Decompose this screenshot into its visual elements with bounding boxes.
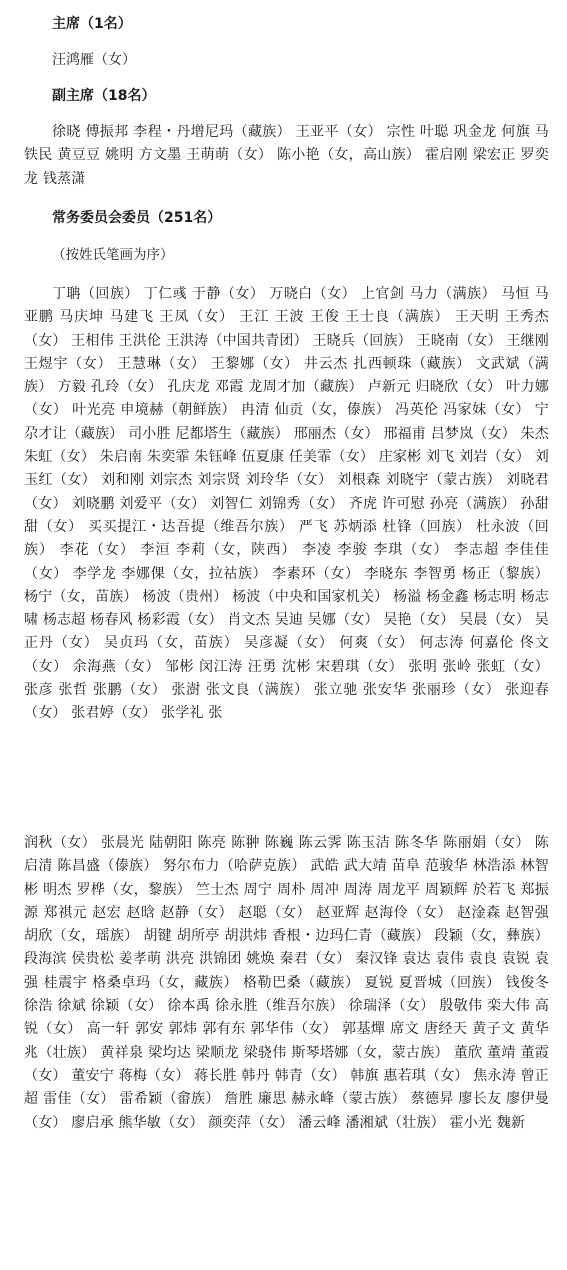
standing-committee-list-part1: 丁聃（回族） 丁仁彧 于静（女） 万晓白（女） 上官剑 马力（满族） 马恒 马亚鹏 马庆坤 马建飞 王凤（女） 王江 王波 王俊 王士良（满族） 王天明 王秀杰（女） 王相伟 王洪伦 王洪涛（中国共青团） 王晓兵（回族） 王晓南（女） 王继刚 王煜宇（女） 王慧琳（女） 王黎娜（女） 井云杰 扎西顿珠（藏族） 文武斌（满族） 方毅 孔玲（女） 孔庆龙 邓霞 龙周才加（藏族） 卢新元 归晓欣（女） 叶力娜（女） 叶光亮 申境赫（朝鲜族） 冉清 仙贡（女，傣族） 冯英伦 冯家妹（女） 宁尕才让（藏族） 司小胜 尼都塔生（藏族） 邢丽杰（女） 邢福甫 吕梦岚（女） 朱杰 朱虹（女） 朱启南 朱奕霏 朱钰峰 伍夏康 任美霏（女） 庄家彬 刘飞 刘岩（女） 刘玉红（女） 刘和刚 刘宗杰 刘宗贤 刘玲华（女） 刘根森 刘晓宇（蒙古族） 刘晓君（女） 刘晓鹏 刘爱平（女） 刘智仁 刘锦秀（女） 齐虎 许可慰 孙亮（满族） 孙甜甜（女） 买买提江・达吾提（维吾尔族） 严飞 苏炳添 杜锋（回族） 杜永波（回族） 李花（女） 李洹 李莉（女，陕西） 李凌 李骏 李琪（女） 李志超 李佳佳（女） 李学龙 李娜倮（女，拉祜族） 李素环（女） 李晓东 李智勇 杨正（黎族） 杨宁（女，苗族） 杨波（贵州） 杨波（中央和国家机关） 杨溢 杨金鑫 杨志明 杨志啸 杨志超 杨春风 杨彩霞（女） 肖文杰 吴迪 吴娜（女） 吴艳（女） 吴晨（女） 吴正丹（女） 吴贞玛（女，苗族） 吴彦凝（女） 何爽（女） 何志涛 何嘉伦 佟文（女） 余海燕（女） 邹彬 闵江涛 汪勇 沈彬 宋碧琪（女） 张明 张岭 张虹（女） 张彦 张哲 张鹏（女） 张澍 张文良（满族） 张立驰 张安华 张丽珍（女） 张迎春（女） 张君婷（女） 张学礼 张 xyxy=(24,286,549,722)
vice-chairs-list: 徐晓 傅振邦 李程・丹增尼玛（藏族） 王亚平（女） 宗性 叶聪 巩金龙 何旗 马铁民 黄豆豆 姚明 方文墨 王萌萌（女） 陈小艳（女，高山族） 霍启刚 梁宏正 罗奕龙 钱蒸潇 xyxy=(24,124,549,187)
chair-heading: 主席（1名） xyxy=(52,16,132,32)
standing-committee-list-part2: 润秋（女） 张晨光 陆朝阳 陈亮 陈翀 陈巍 陈云霁 陈玉洁 陈冬华 陈丽娟（女） 陈启清 陈昌盛（傣族） 努尔布力（哈萨克族） 武皓 武大靖 苗阜 范骏华 林浩添 林智彬 明杰 罗桦（女，黎族） 竺士杰 周宁 周朴 周冲 周涛 周龙平 周颖辉 於若飞 郑振源 郑祺元 赵宏 赵晗 赵静（女） 赵聪（女） 赵亚辉 赵海伶（女） 赵淦森 赵智强 胡欣（女，瑶族） 胡键 胡所亭 胡洪炜 香根・边玛仁青（藏族） 段颖（女，彝族） 段海滨 侯贵松 姜孝萌 洪亮 洪锦团 姚焕 秦君（女） 秦汉锋 袁达 袁伟 袁良 袁锐 袁强 桂震宇 格桑卓玛（女，藏族） 格勒巴桑（藏族） 夏锐 夏晋城（回族） 钱俊冬 徐浩 徐斌 徐颖（女） 徐本禹 徐永胜（维吾尔族） 徐瑞泽（女） 殷敬伟 栾大伟 高 锐（女） 高一轩 郭安 郭炜 郭有东 郭华伟（女） 郭基燀 席文 唐经天 黄子文 黄华兆（壮族） 黄祥泉 梁均达 梁顺龙 梁骁伟 斯琴塔娜（女，蒙古族） 董欣 董靖 董霞（女） 董安宁 蒋梅（女） 蒋长胜 韩丹 韩青（女） 韩旗 惠若琪（女） 焦永涛 曾正超 雷佳（女） 雷希颖（畲族） 詹胜 廉思 赫永峰（蒙古族） 蔡德昇 廖长友 廖伊曼（女） 廖启承 熊华敏（女） 颜奕萍（女） 潘云峰 潘湘斌（壮族） 霍小光 魏新 xyxy=(24,835,549,1131)
vice-chairs-heading: 副主席（18名） xyxy=(52,88,156,104)
standing-committee-heading: 常务委员会委员（251名） xyxy=(52,210,222,226)
chair-name: 汪鸿雁（女） xyxy=(52,52,136,68)
ordering-note: （按姓氏笔画为序） xyxy=(52,247,174,263)
